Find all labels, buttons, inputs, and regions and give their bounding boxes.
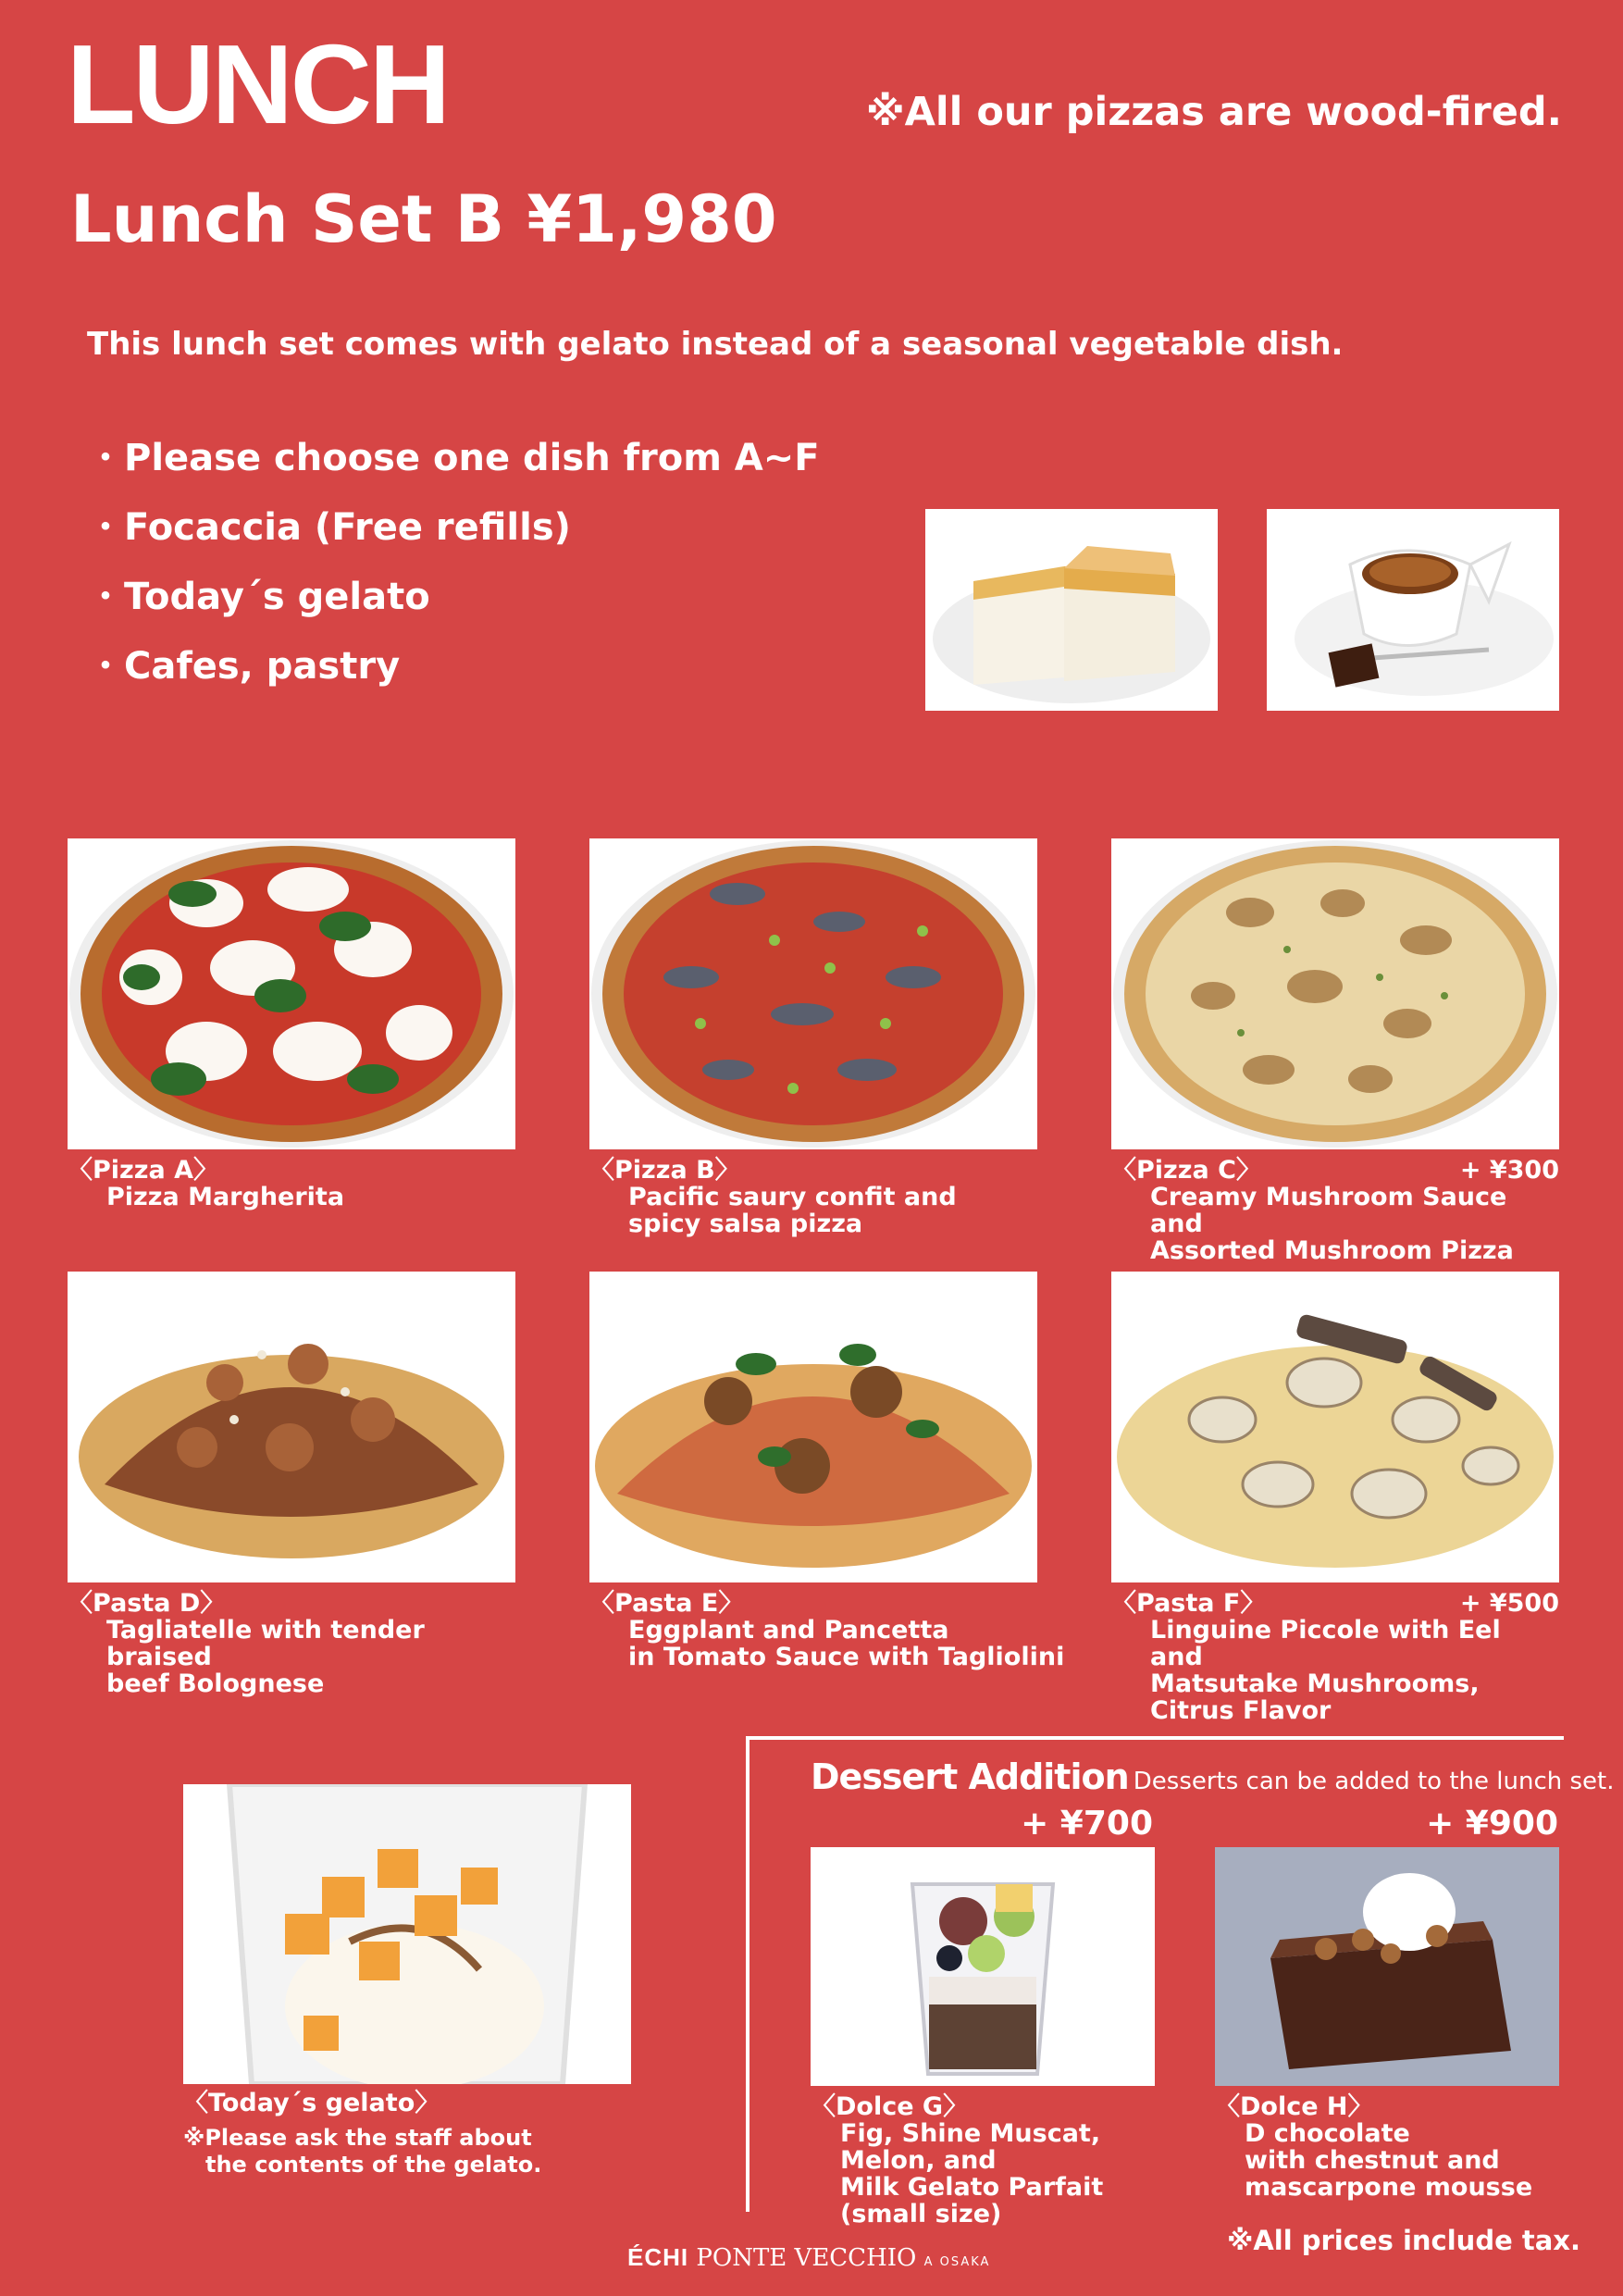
logo-sub: A OSAKA (923, 2255, 991, 2269)
pizza-c-photo (1111, 838, 1559, 1149)
gelato-photo (183, 1784, 631, 2084)
pasta-d-photo (68, 1272, 515, 1582)
list-item: ・Cafes, pastry (87, 645, 401, 688)
pizza-c-label: 〈Pizza C〉 (1111, 1156, 1261, 1185)
dolce-g-photo (811, 1847, 1155, 2086)
pasta-d-label: 〈Pasta D〉 (68, 1589, 226, 1618)
logo-name: PONTE VECCHIO (696, 2244, 917, 2272)
tax-note: ※All prices include tax. (1227, 2225, 1580, 2256)
dessert-title: Dessert Addition (811, 1756, 1129, 1797)
set-contents-list (87, 435, 820, 713)
pizza-c-desc: Creamy Mushroom Sauce and Assorted Mushroom Pizza (1150, 1183, 1514, 1265)
dolce-g-price: + ¥700 (1021, 1805, 1153, 1843)
list-item: ・Please choose one dish from A~F (87, 437, 820, 479)
pasta-f-desc: Linguine Piccole with Eel and Matsutake Mushrooms, Citrus Flavor (1150, 1616, 1501, 1725)
pizza-b-desc: Pacific saury confit and spicy salsa pizza (628, 1183, 957, 1238)
dolce-g-desc: Fig, Shine Muscat, Melon, and Milk Gelato Parfait (small size) (840, 2119, 1104, 2228)
logo-main: ÉCHI (627, 2243, 689, 2271)
dolce-h-price: + ¥900 (1426, 1805, 1558, 1843)
dolce-g-caption (811, 2093, 1162, 2228)
dessert-subtitle: Desserts can be added to the lunch set. (1133, 1768, 1615, 1795)
gelato-caption (183, 2090, 631, 2116)
espresso-photo (1267, 509, 1559, 711)
gelato-label: 〈Today´s gelato〉 (183, 2089, 440, 2117)
pasta-e-desc: Eggplant and Pancetta in Tomato Sauce with Tagliolini (628, 1616, 1065, 1671)
wood-fired-note: ※All our pizzas are wood-fired. (865, 89, 1562, 135)
pasta-f-price: + ¥500 (1459, 1589, 1559, 1618)
dessert-heading (811, 1756, 1615, 1797)
pizza-b-caption (589, 1157, 1037, 1237)
pasta-e-caption (589, 1590, 1071, 1670)
gelato-note: ※Please ask the staff about the contents of the gelato. (183, 2125, 542, 2178)
list-item: ・Today´s gelato (87, 576, 430, 618)
intro-text: This lunch set comes with gelato instead of a seasonal vegetable dish. (87, 326, 1344, 363)
pasta-d-caption (68, 1590, 530, 1697)
dolce-h-caption (1215, 2093, 1567, 2201)
pizza-a-photo (68, 838, 515, 1149)
pizza-a-caption (68, 1157, 515, 1210)
pasta-f-label: 〈Pasta F〉 (1111, 1589, 1266, 1618)
focaccia-photo (925, 509, 1218, 711)
dolce-h-label: 〈Dolce H〉 (1215, 2092, 1373, 2121)
pasta-e-label: 〈Pasta E〉 (589, 1589, 744, 1618)
pasta-f-photo (1111, 1272, 1559, 1582)
pizza-a-desc: Pizza Margherita (106, 1183, 345, 1211)
page-title: LUNCH (67, 21, 448, 147)
pasta-e-photo (589, 1272, 1037, 1582)
pizza-c-price: + ¥300 (1459, 1156, 1559, 1185)
pizza-b-photo (589, 838, 1037, 1149)
dolce-h-photo (1215, 1847, 1559, 2086)
pasta-f-caption (1111, 1590, 1559, 1724)
pasta-d-desc: Tagliatelle with tender braised beef Bolognese (106, 1616, 425, 1698)
restaurant-logo (627, 2243, 990, 2272)
set-title: Lunch Set B ¥1,980 (70, 181, 777, 257)
pizza-c-caption (1111, 1157, 1559, 1264)
list-item: ・Focaccia (Free refills) (87, 506, 571, 549)
dolce-g-label: 〈Dolce G〉 (811, 2092, 969, 2121)
pizza-a-label: 〈Pizza A〉 (68, 1156, 218, 1185)
dolce-h-desc: D chocolate with chestnut and mascarpone mousse (1245, 2119, 1533, 2202)
pizza-b-label: 〈Pizza B〉 (589, 1156, 740, 1185)
